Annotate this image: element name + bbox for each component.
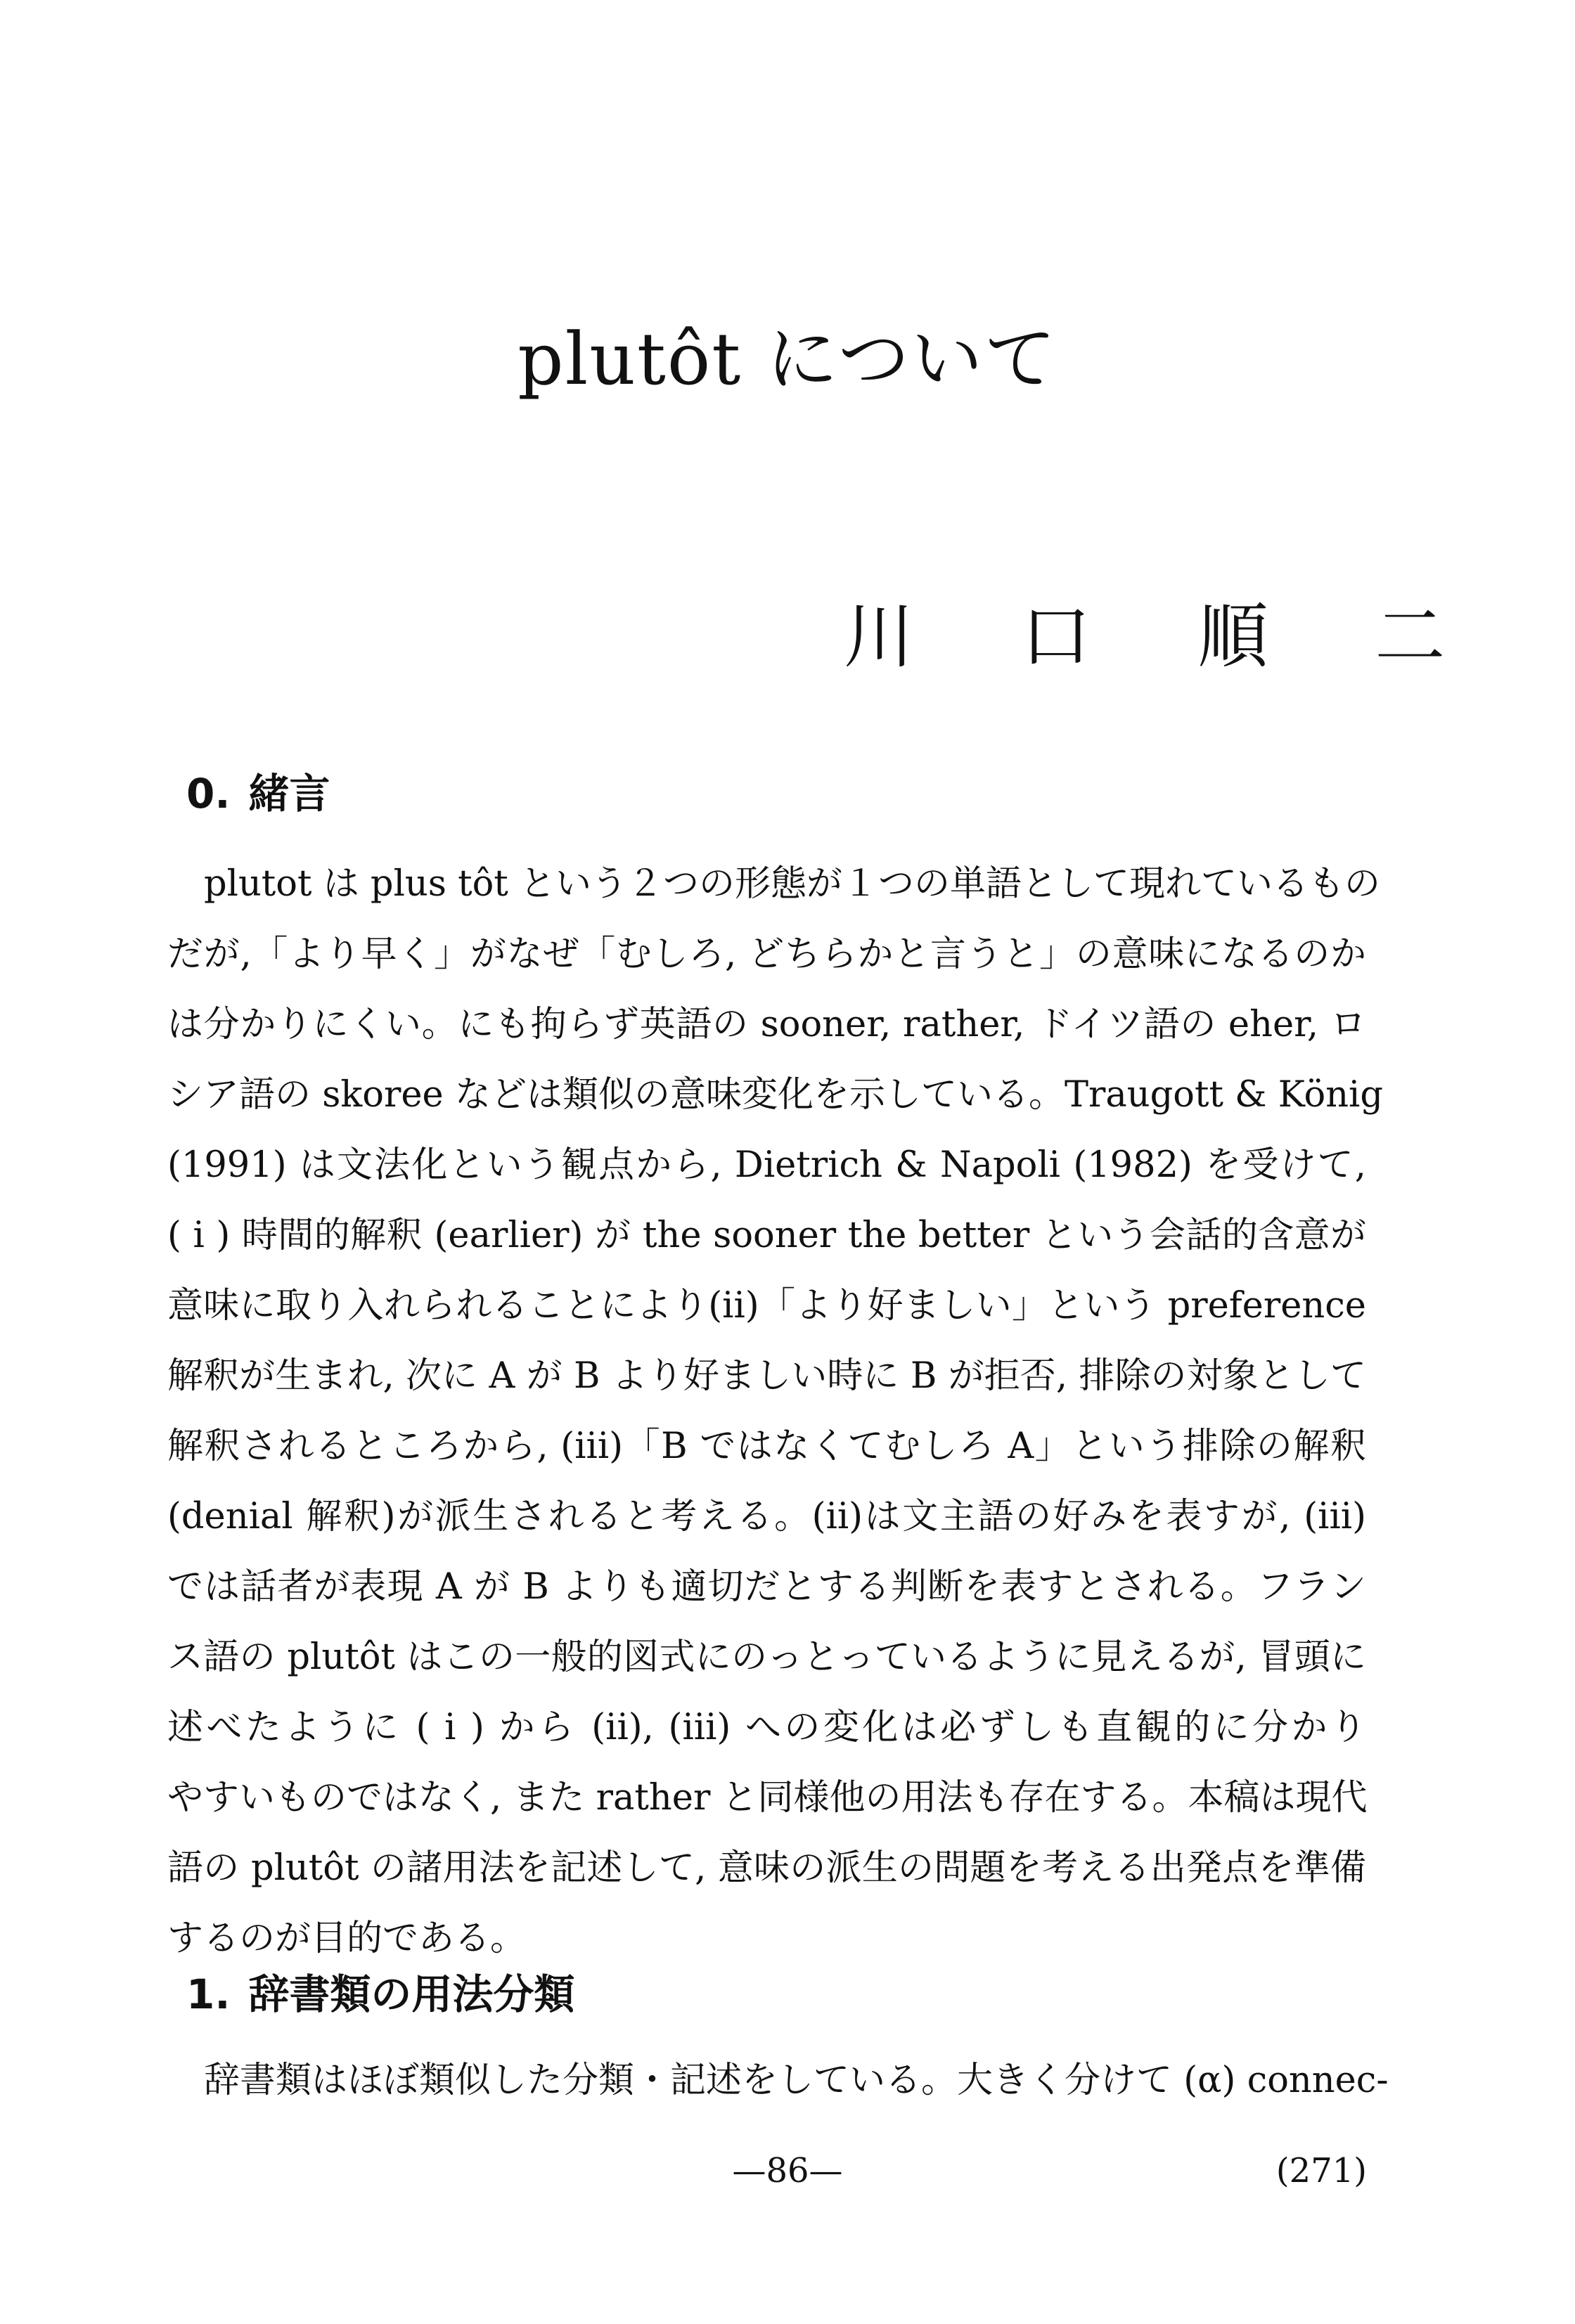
section-heading-0 [186, 761, 330, 820]
body-line: やすいものではなく, また rather と同様他の用法も存在する。本稿は現代 [167, 1777, 1368, 1819]
body-line: 意味に取り入れられることにより(ii)「より好ましい」という preference [167, 1285, 1366, 1326]
body-line: (denial 解釈)が派生されると考える。(ii)は文主語の好みを表すが, (iii) [167, 1496, 1366, 1537]
page-number: —86— [732, 2151, 843, 2190]
body-line: 解釈されるところから, (iii)「B ではなくてむしろ A」という排除の解釈 [167, 1426, 1366, 1467]
body-line: は分かりにくい。にも拘らず英語の sooner, rather, ドイツ語の eher, ロ [167, 1004, 1366, 1045]
body-line: 語の plutôt の諸用法を記述して, 意味の派生の問題を考える出発点を準備 [167, 1847, 1366, 1889]
body-line: 解釈が生まれ, 次に A が B より好ましい時に B が拒否, 排除の対象として [167, 1355, 1366, 1397]
paper-title: plutôt について [518, 318, 1058, 401]
body-line: 述べたように ( i ) から (ii), (iii) への変化は必ずしも直観的に分かり [167, 1707, 1366, 1748]
section-number: 1. [186, 1970, 231, 2018]
body-line: 辞書類はほぼ類似した分類・記述をしている。大きく分けて (α) connec- [204, 2060, 1389, 2101]
section-0-body [167, 849, 1383, 1974]
section-title: 緒言 [248, 770, 330, 818]
section-number: 0. [186, 770, 231, 818]
body-line: ス語の plutôt はこの一般的図式にのっとっているように見えるが, 冒頭に [167, 1637, 1366, 1678]
body-line: だが,「より早く」がなぜ「むしろ, どちらかと言うと」の意味になるのか [167, 934, 1366, 975]
section-heading-1 [186, 1961, 574, 2020]
section-title: 辞書類の用法分類 [248, 1970, 575, 2018]
body-line: (1991) は文法化という観点から, Dietrich & Napoli (1982) を受けて, [167, 1144, 1366, 1186]
body-line: plutot は plus tôt という２つの形態が１つの単語として現れているもの [204, 863, 1381, 905]
section-1-body [167, 2046, 1389, 2116]
body-line: シア語の skoree などは類似の意味変化を示している。Traugott & König [167, 1074, 1383, 1116]
volume-page-number: (271) [1275, 2151, 1367, 2190]
body-line: では話者が表現 A が B よりも適切だとする判断を表すとされる。フラン [167, 1566, 1366, 1608]
author-name: 川 口 順 二 [844, 595, 1488, 678]
body-line: ( i ) 時間的解釈 (earlier) が the sooner the better という会話的含意が [167, 1215, 1366, 1256]
body-line: するのが目的である。 [167, 1918, 527, 1959]
